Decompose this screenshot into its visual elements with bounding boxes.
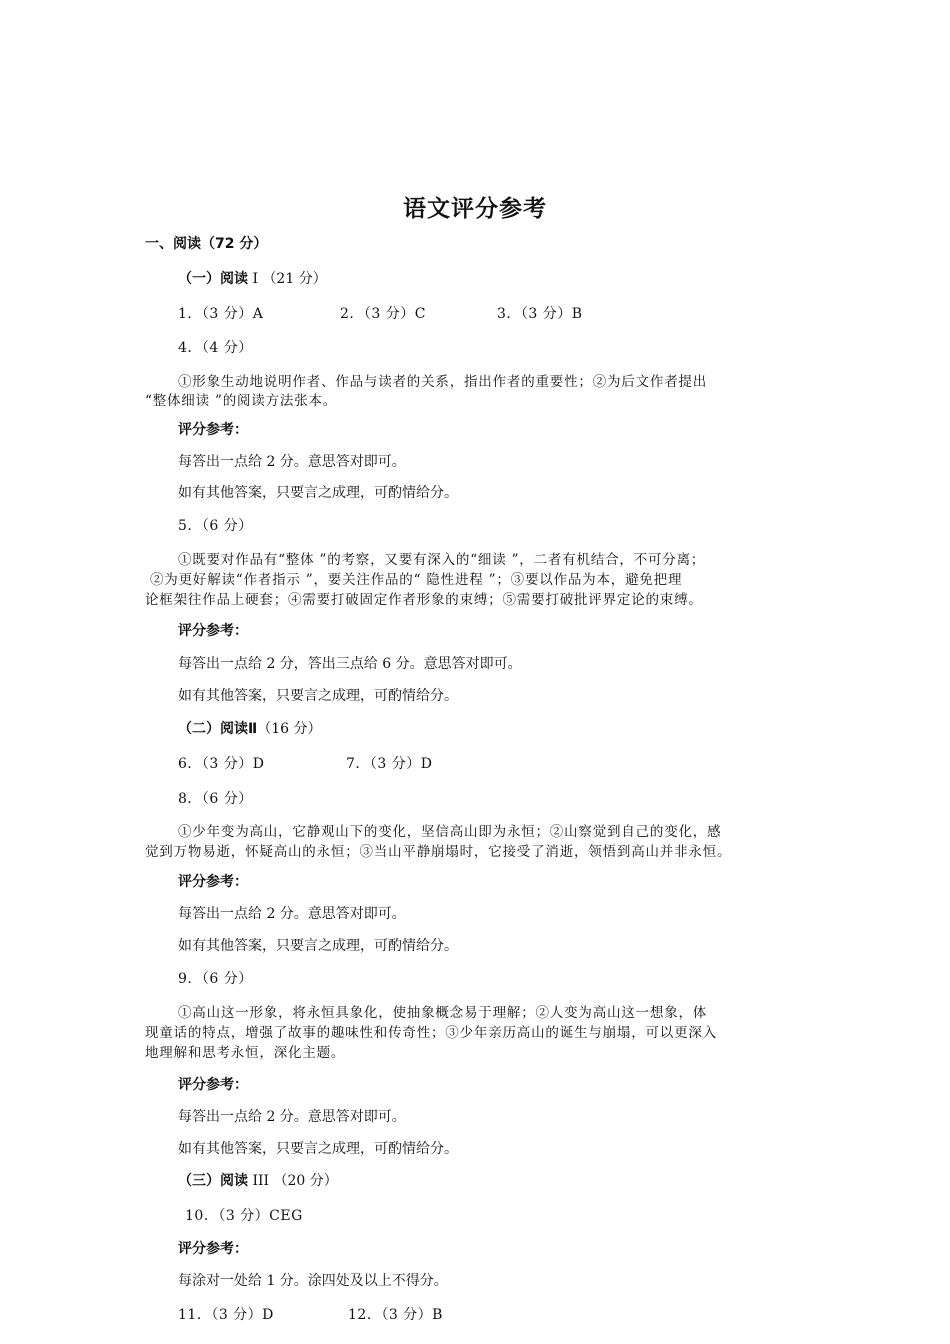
part-heading bbox=[178, 269, 327, 289]
scoring-note: 如有其他答案，只要言之成理，可酌情给分。 bbox=[178, 938, 458, 954]
answer-q2: 2．（3 分）C bbox=[340, 306, 426, 322]
answer-q5-line: ①既要对作品有“整体 ”的考察，又要有深入的“细读 ”，二者有机结合，不可分离； bbox=[178, 552, 706, 568]
part-heading-label: （三）阅读 bbox=[178, 1173, 248, 1189]
scoring-ref-label: 评分参考： bbox=[178, 623, 248, 639]
scoring-note: 每涂对一处给 1 分。涂四处及以上不得分。 bbox=[178, 1273, 448, 1289]
part-heading-label: （二）阅读Ⅱ bbox=[178, 721, 258, 737]
scoring-ref-label: 评分参考： bbox=[178, 422, 248, 438]
scoring-ref-label: 评分参考： bbox=[178, 1241, 248, 1257]
part-heading-label: （一）阅读 bbox=[178, 271, 248, 287]
answer-q9-line: 现童话的特点，增强了故事的趣味性和传奇性；③少年亲历高山的诞生与崩塌，可以更深入 bbox=[145, 1025, 717, 1041]
answer-q8-line: 觉到万物易逝，怀疑高山的永恒；③当山平静崩塌时，它接受了消逝，领悟到高山并非永恒。 bbox=[145, 844, 732, 860]
part-heading-roman: III bbox=[248, 1173, 270, 1189]
scoring-note: 每答出一点给 2 分。意思答对即可。 bbox=[178, 454, 406, 470]
part-heading-score: （21 分） bbox=[257, 271, 327, 287]
answer-q4-line: “整体细读 ”的阅读方法张本。 bbox=[145, 393, 338, 409]
answer-q4-line: ①形象生动地说明作者、作品与读者的关系，指出作者的重要性；②为后文作者提出 bbox=[178, 374, 708, 390]
answer-q7: 7．（3 分）D bbox=[346, 756, 433, 772]
answer-q8-line: ①少年变为高山，它静观山下的变化，坚信高山即为永恒；②山察觉到自己的变化，感 bbox=[178, 824, 722, 840]
part-heading-roman: Ⅰ bbox=[248, 271, 258, 287]
scoring-note: 如有其他答案，只要言之成理，可酌情给分。 bbox=[178, 688, 458, 704]
scoring-ref-label: 评分参考： bbox=[178, 1077, 248, 1093]
page-title: 语文评分参考 bbox=[403, 196, 547, 222]
answer-q12: 12．（3 分）B bbox=[348, 1307, 443, 1323]
part-heading bbox=[178, 719, 322, 739]
answer-q9-line: ①高山这一形象，将永恒具象化，使抽象概念易于理解；②人变为高山这一想象，体 bbox=[178, 1005, 708, 1021]
answer-q10: 10．（3 分）CEG bbox=[185, 1208, 303, 1224]
answer-q9-line: 地理解和思考永恒，深化主题。 bbox=[145, 1045, 346, 1061]
scoring-note: 每答出一点给 2 分。意思答对即可。 bbox=[178, 1109, 406, 1125]
answer-q5-line: 论框架往作品上硬套；④需要打破固定作者形象的束缚；⑤需要打破批评界定论的束缚。 bbox=[145, 592, 703, 608]
scoring-ref-label: 评分参考： bbox=[178, 874, 248, 890]
scoring-note: 如有其他答案，只要言之成理，可酌情给分。 bbox=[178, 485, 458, 501]
answer-q6: 6．（3 分）D bbox=[178, 756, 265, 772]
scoring-note: 每答出一点给 2 分，答出三点给 6 分。意思答对即可。 bbox=[178, 656, 522, 672]
question-q8: 8．（6 分） bbox=[178, 791, 253, 807]
scoring-note: 每答出一点给 2 分。意思答对即可。 bbox=[178, 906, 406, 922]
part-heading bbox=[178, 1171, 338, 1191]
part-heading-score: （20 分） bbox=[269, 1173, 338, 1189]
scoring-note: 如有其他答案，只要言之成理，可酌情给分。 bbox=[178, 1141, 458, 1157]
answer-q11: 11．（3 分）D bbox=[178, 1307, 274, 1323]
section-heading: 一、阅读（72 分） bbox=[145, 236, 268, 252]
answer-q5-line: ②为更好解读“作者指示 ”，要关注作品的“ 隐性进程 ”；③要以作品为本，避免把理 bbox=[150, 572, 683, 588]
part-heading-score: （16 分） bbox=[257, 721, 322, 737]
question-q5: 5．（6 分） bbox=[178, 518, 253, 534]
answer-q3: 3．（3 分）B bbox=[497, 306, 583, 322]
question-q4: 4．（4 分） bbox=[178, 340, 253, 356]
question-q9: 9．（6 分） bbox=[178, 971, 253, 987]
answer-q1: 1．（3 分）A bbox=[178, 306, 264, 322]
